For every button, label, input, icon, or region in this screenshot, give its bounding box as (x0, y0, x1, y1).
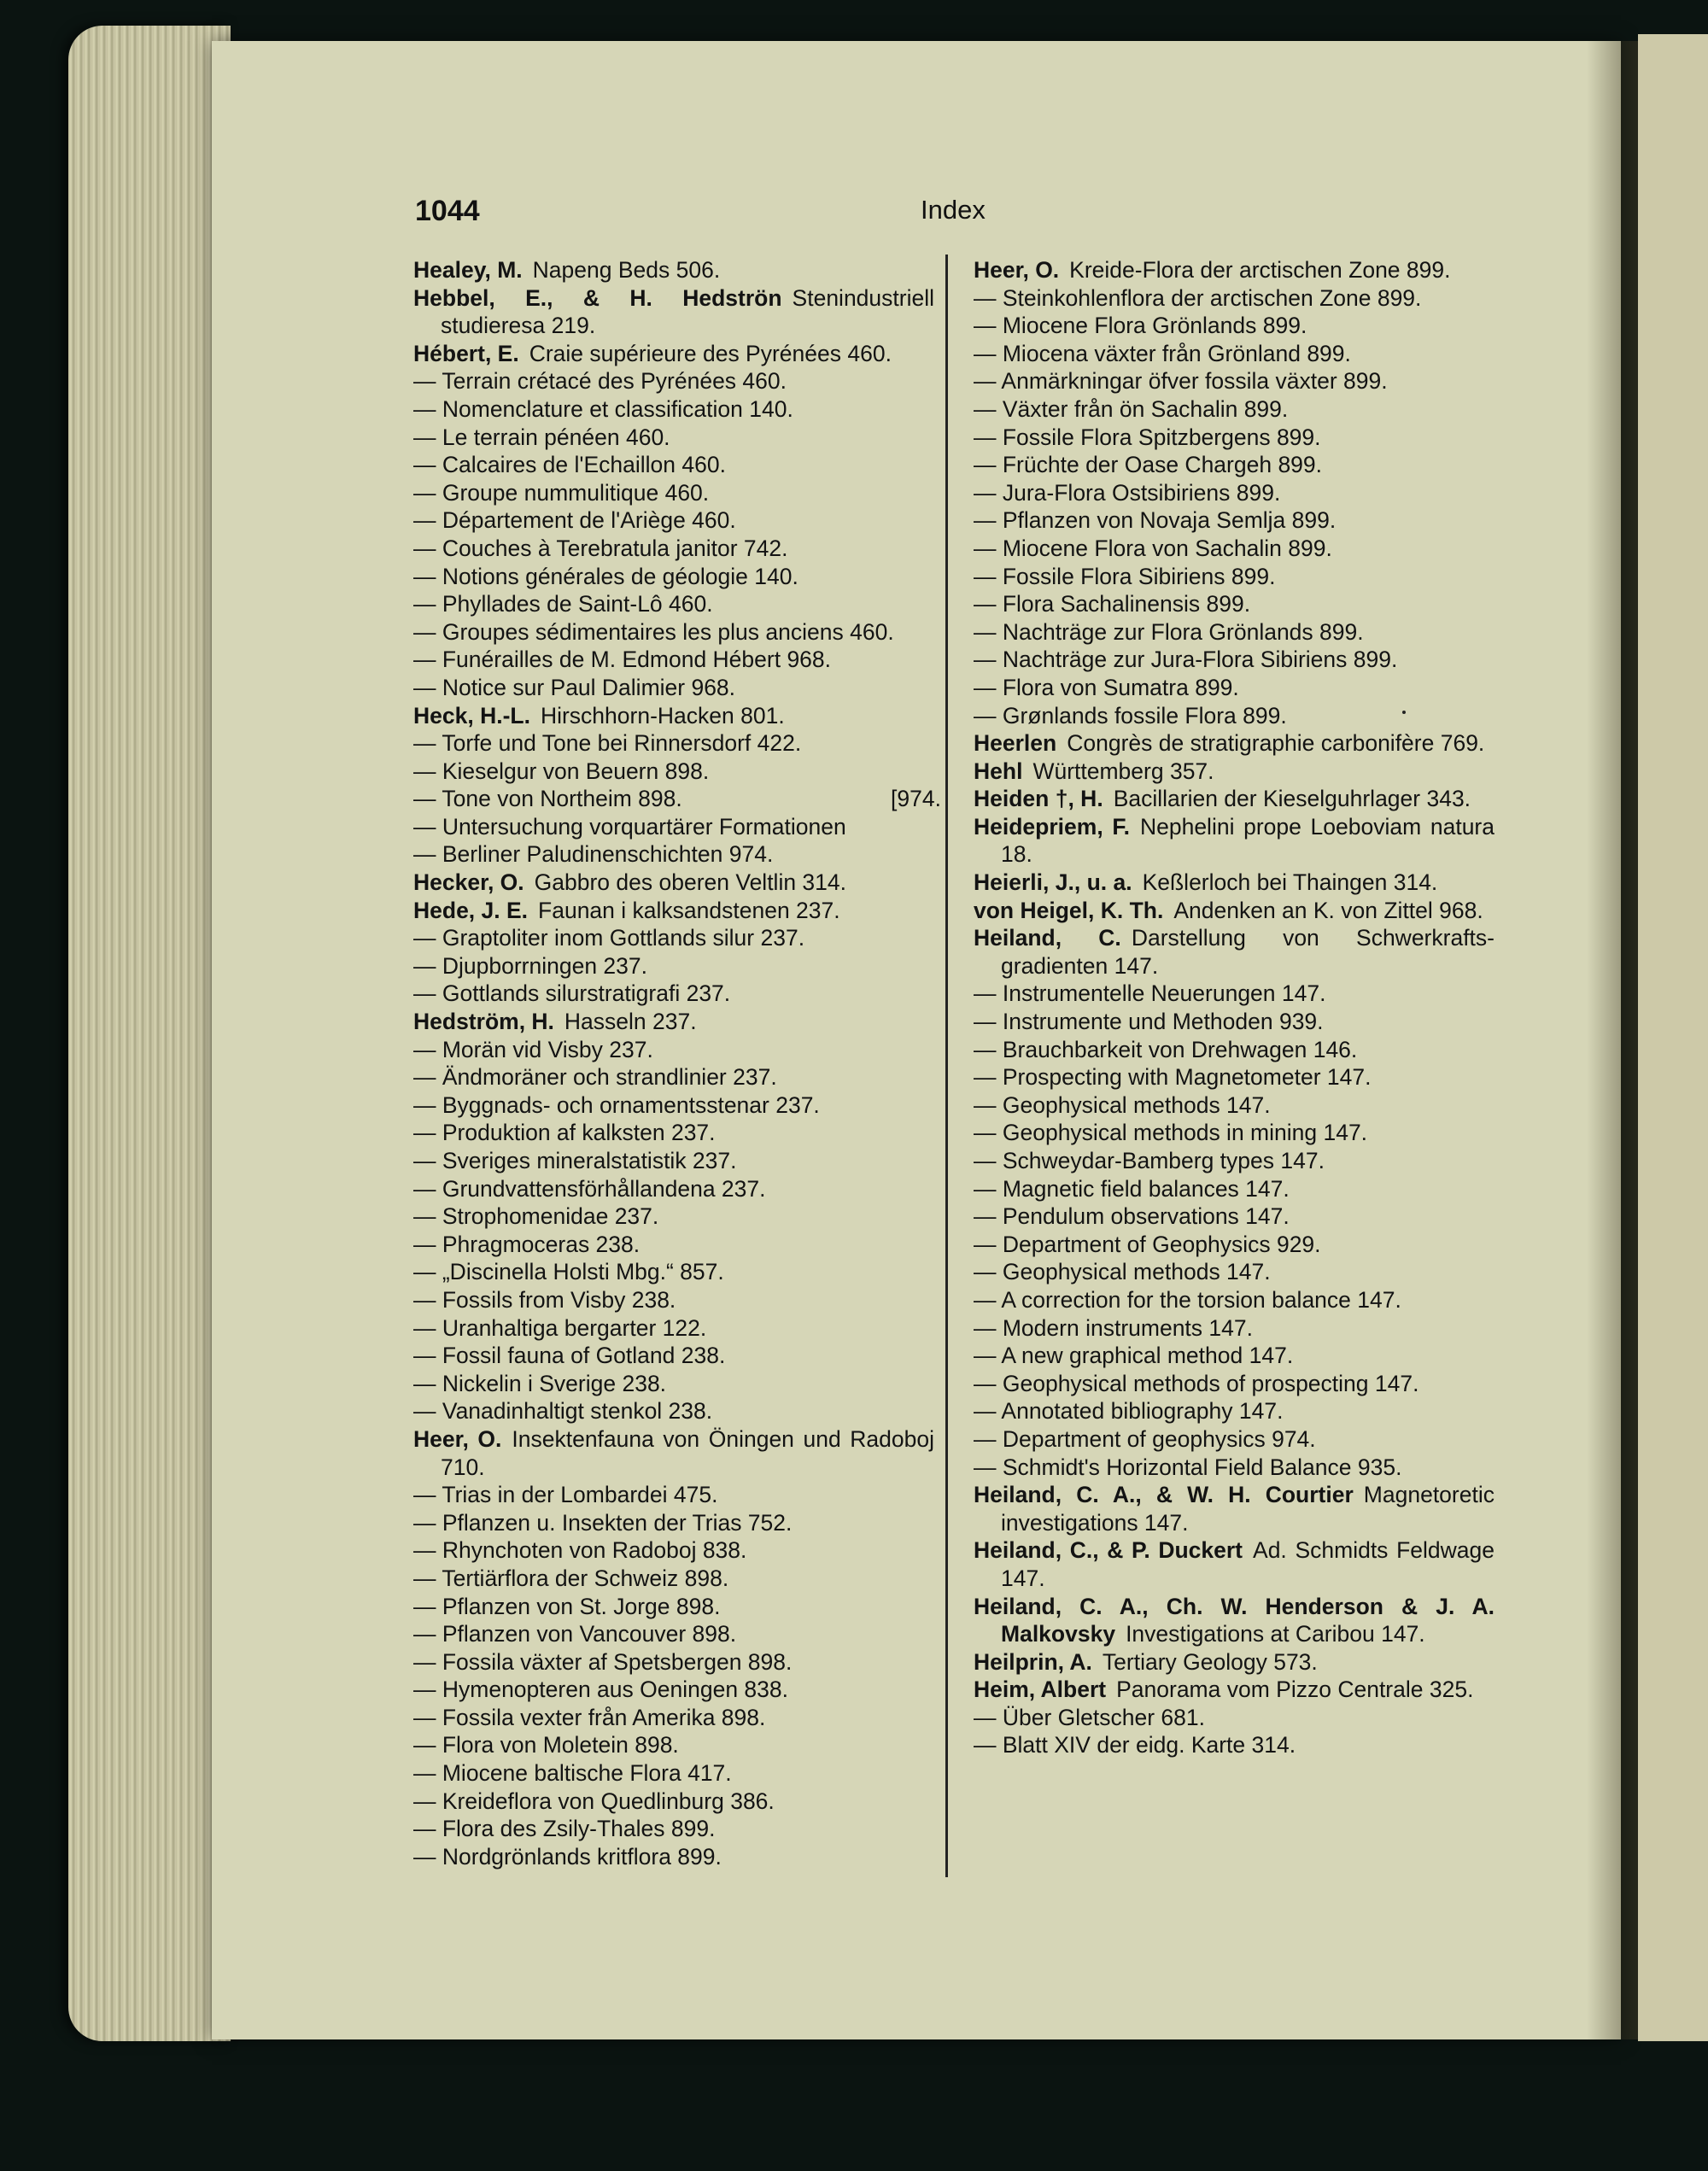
entry-title: Craie supérieure des Pyrénées 460. (529, 340, 892, 366)
entry-title: — Nachträge zur Jura-Flora Sibiriens 899. (974, 647, 1398, 673)
entry-title: — Couches à Terebratula janitor 742. (413, 535, 788, 561)
index-subentry (413, 813, 934, 841)
entry-title: — Untersuchung vorquartärer Formationen (413, 813, 846, 840)
index-subentry (413, 1397, 934, 1425)
index-entry (413, 256, 934, 284)
entry-title: Panorama vom Pizzo Centrale 325. (1116, 1677, 1474, 1703)
entry-title: Insektenfauna von Öningen und Radoboj 710. (441, 1425, 934, 1480)
index-subentry (413, 674, 934, 702)
index-subentry (413, 1370, 934, 1398)
index-subentry (413, 1788, 934, 1816)
index-subentry (974, 1731, 1494, 1759)
entry-title: — Phragmoceras 238. (413, 1231, 640, 1257)
index-subentry (974, 1370, 1494, 1398)
entry-title: — Strophomenidae 237. (413, 1203, 659, 1230)
entry-title: — Kieselgur von Beuern 898. (413, 758, 710, 784)
entry-title: — Terrain crétacé des Pyrénées 460. (413, 368, 787, 395)
index-subentry (413, 506, 934, 535)
entry-title: Andenken an K. von Zittel 968. (1173, 897, 1483, 923)
entry-title: — Calcaires de l'Echaillon 460. (413, 452, 726, 478)
entry-title: — Pflanzen von St. Jorge 898. (413, 1593, 721, 1619)
entry-title: — Grønlands fossile Flora 899. (974, 702, 1287, 729)
entry-author: Heiland, C. (974, 925, 1121, 951)
index-column-left (413, 256, 941, 1870)
entry-author: Heer, O. (974, 257, 1060, 283)
entry-title: — Flora Sachalinensis 899. (974, 591, 1251, 617)
index-subentry (413, 479, 934, 507)
index-subentry (974, 535, 1494, 563)
entry-title: — Le terrain pénéen 460. (413, 424, 670, 450)
entry-author: Heierli, J., u. a. (974, 869, 1132, 896)
index-subentry (974, 590, 1494, 618)
entry-title: — Morän vid Visby 237. (413, 1036, 653, 1062)
entry-title: — Pflanzen von Vancouver 898. (413, 1621, 737, 1647)
entry-author: Heerlen (974, 730, 1057, 757)
entry-title: — Byggnads- och ornamentsstenar 237. (413, 1091, 820, 1118)
entry-title: — Torfe und Tone bei Rinnersdorf 422. (413, 730, 802, 757)
index-entry (413, 702, 934, 730)
entry-title: Congrès de stratigraphie carbonifère 769. (1067, 730, 1485, 757)
entry-title: Faunan i kalksandstenen 237. (538, 897, 840, 923)
entry-title: — Kreideflora von Quedlinburg 386. (413, 1788, 775, 1814)
page-number: 1044 (415, 195, 480, 227)
entry-title: — Vanadinhaltigt stenkol 238. (413, 1398, 713, 1425)
entry-title: — Blatt XIV der eidg. Karte 314. (974, 1732, 1296, 1758)
index-entry (413, 897, 934, 925)
index-subentry (974, 367, 1494, 395)
index-subentry (413, 1843, 934, 1871)
entry-author: Healey, M. (413, 257, 523, 283)
index-subentry (974, 1231, 1494, 1259)
index-subentry (413, 1648, 934, 1677)
entry-author: Hébert, E. (413, 340, 519, 366)
index-subentry (413, 729, 934, 758)
entry-title: — Rhynchoten von Radoboj 838. (413, 1537, 747, 1564)
entry-title: — Nordgrönlands kritflora 899. (413, 1843, 722, 1870)
index-subentry (413, 1175, 934, 1203)
entry-title: — Modern instruments 147. (974, 1314, 1253, 1341)
entry-title: — Instrumente und Methoden 939. (974, 1009, 1324, 1035)
index-subentry (413, 758, 934, 786)
entry-title: — Flora des Zsily-Thales 899. (413, 1816, 716, 1842)
entry-author: Hecker, O. (413, 869, 524, 896)
entry-title: — Phyllades de Saint-Lô 460. (413, 591, 713, 617)
index-subentry (974, 1147, 1494, 1175)
entry-title: Ad. Schmidts Feldwage 147. (1001, 1537, 1494, 1591)
index-subentry (974, 284, 1494, 313)
index-subentry (413, 1620, 934, 1648)
index-subentry (974, 1063, 1494, 1091)
index-subentry (974, 618, 1494, 647)
index-subentry (413, 1481, 934, 1509)
index-subentry (974, 980, 1494, 1008)
entry-title: — Sveriges mineralstatistik 237. (413, 1148, 737, 1173)
entry-title: — „Discinella Holsti Mbg.“ 857. (413, 1259, 724, 1285)
index-subentry (413, 1565, 934, 1593)
index-subentry (413, 785, 941, 813)
index-subentry (413, 1704, 934, 1732)
entry-author: Heilprin, A. (974, 1648, 1092, 1675)
index-entry (974, 729, 1494, 758)
entry-title: — Fossil fauna of Gotland 238. (413, 1343, 726, 1369)
index-subentry (974, 395, 1494, 424)
index-subentry (413, 590, 934, 618)
page-title: Index (921, 195, 986, 225)
index-subentry (413, 1203, 934, 1231)
index-subentry (413, 646, 934, 674)
index-subentry (413, 1815, 934, 1843)
index-subentry (413, 1231, 934, 1259)
index-subentry (413, 451, 934, 479)
index-subentry (413, 1286, 934, 1314)
index-subentry (974, 1091, 1494, 1120)
entry-title: — Notice sur Paul Dalimier 968. (413, 674, 736, 700)
entry-title: — Växter från ön Sachalin 899. (974, 395, 1289, 422)
index-subentry (413, 1063, 934, 1091)
index-entry (413, 284, 934, 340)
index-entry (413, 1008, 934, 1036)
entry-title: — Groupes sédimentaires les plus anciens 460. (413, 618, 894, 645)
index-subentry (974, 1454, 1494, 1482)
entry-title: Nephelini prope Loeboviam natura 18. (1001, 813, 1494, 868)
entry-title: — Tertiärflora der Schweiz 898. (413, 1565, 729, 1591)
entry-title: — Djupborrningen 237. (413, 952, 648, 979)
entry-title: — Ändmoräner och strandlinier 237. (413, 1064, 777, 1091)
index-subentry (413, 1676, 934, 1704)
entry-title: — Grundvattensförhållandena 237. (413, 1175, 766, 1202)
index-subentry (974, 1425, 1494, 1454)
index-entry (974, 256, 1494, 284)
index-entry (974, 1676, 1494, 1704)
index-entry (974, 1481, 1494, 1536)
index-subentry (413, 1147, 934, 1175)
entry-title: — Fossile Flora Spitzbergens 899. (974, 424, 1321, 450)
index-entry (974, 1648, 1494, 1677)
index-subentry (413, 367, 934, 395)
entry-title: Hasseln 237. (564, 1009, 697, 1035)
entry-title: — Pflanzen u. Insekten der Trias 752. (413, 1509, 793, 1536)
entry-title: — Nickelin i Sverige 238. (413, 1370, 667, 1396)
index-entry (974, 869, 1494, 897)
entry-title: — Schmidt's Horizontal Field Balance 935. (974, 1454, 1402, 1480)
entry-title: — Pflanzen von Novaja Semlja 899. (974, 507, 1337, 534)
entry-continuation-marker: [974. (891, 786, 941, 812)
entry-title: — Groupe nummulitique 460. (413, 479, 710, 506)
index-subentry (413, 1314, 934, 1343)
entry-title: Bacillarien der Kieselguhrlager 343. (1113, 786, 1471, 812)
entry-title: Investigations at Caribou 147. (1126, 1621, 1425, 1647)
entry-title: — Fossila vexter från Amerika 898. (413, 1704, 766, 1730)
index-entry (974, 1536, 1494, 1592)
index-entry (974, 785, 1494, 813)
entry-title: Magnetoretic investigations 147. (1001, 1482, 1494, 1536)
entry-title: Kreide-Flora der arctischen Zone 899. (1069, 257, 1451, 283)
entry-title: Tertiary Geology 573. (1102, 1648, 1318, 1675)
index-entry (413, 340, 934, 368)
index-subentry (413, 840, 934, 869)
index-subentry (974, 1258, 1494, 1286)
index-subentry (974, 1203, 1494, 1231)
index-subentry (413, 980, 934, 1008)
entry-title: — Tone von Northeim 898. (413, 786, 682, 812)
index-subentry (974, 506, 1494, 535)
entry-title: — Geophysical methods in mining 147. (974, 1120, 1368, 1146)
entry-title: — Nachträge zur Flora Grönlands 899. (974, 618, 1364, 645)
entry-title: Darstellung von Schwerkrafts-gradienten 147. (1001, 925, 1494, 979)
entry-title: — Miocena växter från Grönland 899. (974, 340, 1351, 366)
book-page-edges (68, 26, 231, 2041)
index-entry (974, 924, 1494, 980)
entry-title: — Flora von Moletein 898. (413, 1732, 679, 1758)
index-subentry (413, 924, 934, 952)
index-subentry (974, 340, 1494, 368)
facing-page-edge (1638, 34, 1708, 2041)
index-entry (974, 758, 1494, 786)
index-subentry (413, 952, 934, 980)
index-subentry (413, 535, 934, 563)
index-subentry (974, 1008, 1494, 1036)
entry-title: Napeng Beds 506. (532, 257, 721, 283)
index-subentry (413, 1759, 934, 1788)
entry-title: — Früchte der Oase Chargeh 899. (974, 452, 1323, 478)
index-subentry (974, 1175, 1494, 1203)
entry-title: — Berliner Paludinenschichten 974. (413, 841, 774, 868)
index-subentry (413, 1536, 934, 1565)
entry-title: — Instrumentelle Neuerungen 147. (974, 980, 1326, 1007)
entry-author: Hede, J. E. (413, 897, 529, 923)
index-entry (413, 1425, 934, 1481)
entry-title: — Fossils from Visby 238. (413, 1286, 676, 1313)
index-subentry (413, 618, 934, 647)
entry-title: — Prospecting with Magnetometer 147. (974, 1064, 1372, 1091)
index-subentry (974, 424, 1494, 452)
entry-title: — Steinkohlenflora der arctischen Zone 899. (974, 284, 1422, 311)
entry-title: — Hymenopteren aus Oeningen 838. (413, 1677, 788, 1703)
entry-title: — Nomenclature et classification 140. (413, 395, 793, 422)
index-subentry (974, 1342, 1494, 1370)
index-subentry (974, 646, 1494, 674)
index-entry (974, 813, 1494, 869)
index-subentry (413, 1036, 934, 1064)
entry-title: — Fossile Flora Sibiriens 899. (974, 563, 1276, 589)
index-subentry (413, 1342, 934, 1370)
index-subentry (974, 479, 1494, 507)
entry-title: — Department of Geophysics 929. (974, 1231, 1321, 1257)
index-subentry (974, 1119, 1494, 1147)
index-subentry (413, 563, 934, 591)
entry-title: Gabbro des oberen Veltlin 314. (534, 869, 847, 896)
entry-title: — Department of geophysics 974. (974, 1425, 1316, 1452)
entry-title: — Über Gletscher 681. (974, 1704, 1206, 1730)
entry-title: — Schweydar-Bamberg types 147. (974, 1148, 1325, 1173)
entry-title: — Magnetic field balances 147. (974, 1175, 1290, 1202)
entry-author: Heck, H.-L. (413, 702, 530, 729)
entry-author: Heiden †, H. (974, 786, 1103, 812)
page-gutter (1587, 41, 1638, 2039)
entry-title: — Funérailles de M. Edmond Hébert 968. (413, 647, 832, 673)
index-subentry (974, 312, 1494, 340)
entry-author: Heim, Albert (974, 1677, 1107, 1703)
index-entry (974, 897, 1494, 925)
index-subentry (974, 1314, 1494, 1343)
entry-title: — Trias in der Lombardei 475. (413, 1482, 718, 1508)
entry-title: — Miocene baltische Flora 417. (413, 1760, 732, 1787)
entry-title: — Miocene Flora Grönlands 899. (974, 313, 1307, 339)
entry-title: — A new graphical method 147. (974, 1343, 1294, 1369)
index-subentry (974, 1286, 1494, 1314)
entry-title: — Graptoliter inom Gottlands silur 237. (413, 925, 805, 951)
entry-title: — Fossila växter af Spetsbergen 898. (413, 1648, 793, 1675)
entry-author: Heer, O. (413, 1425, 502, 1452)
index-subentry (413, 1593, 934, 1621)
index-subentry (974, 674, 1494, 702)
entry-title: — Département de l'Ariège 460. (413, 507, 736, 534)
index-subentry (413, 1258, 934, 1286)
entry-title: — Anmärkningar öfver fossila växter 899. (974, 368, 1388, 395)
entry-title: Keßlerloch bei Thaingen 314. (1142, 869, 1438, 896)
index-subentry (413, 1119, 934, 1147)
index-subentry (974, 702, 1494, 730)
entry-title: — Miocene Flora von Sachalin 899. (974, 535, 1332, 561)
index-column-right (974, 256, 1494, 1759)
entry-title: — Geophysical methods 147. (974, 1259, 1271, 1285)
entry-author: Hehl (974, 758, 1023, 784)
index-subentry (413, 1731, 934, 1759)
column-divider (945, 255, 948, 1877)
entry-title: Hirschhorn-Hacken 801. (540, 702, 785, 729)
entry-title: — Uranhaltiga bergarter 122. (413, 1314, 707, 1341)
entry-author: Heiland, C. A., Ch. W. Henderson & J. A. Malkovsky (974, 1593, 1494, 1647)
entry-title: — Brauchbarkeit von Drehwagen 146. (974, 1036, 1358, 1062)
entry-title: — Geophysical methods 147. (974, 1091, 1271, 1118)
entry-title: — Gottlands silurstratigrafi 237. (413, 980, 731, 1007)
entry-author: Hebbel, E., & H. Hedströn (413, 284, 782, 311)
entry-title: — Notions générales de géologie 140. (413, 563, 798, 589)
entry-title: — Flora von Sumatra 899. (974, 674, 1239, 700)
entry-title: — Geophysical methods of prospecting 147. (974, 1370, 1419, 1396)
index-subentry (974, 1397, 1494, 1425)
index-subentry (974, 451, 1494, 479)
entry-title: Stenindustriell studieresa 219. (441, 284, 934, 339)
entry-author: von Heigel, K. Th. (974, 897, 1164, 923)
index-subentry (413, 395, 934, 424)
entry-author: Heiland, C. A., & W. H. Courtier (974, 1482, 1354, 1508)
entry-title: — Pendulum observations 147. (974, 1203, 1290, 1230)
entry-author: Hedström, H. (413, 1009, 554, 1035)
index-subentry (974, 1704, 1494, 1732)
entry-author: Heidepriem, F. (974, 813, 1130, 840)
entry-title: — Produktion af kalksten 237. (413, 1120, 716, 1146)
entry-title: Württemberg 357. (1032, 758, 1214, 784)
index-subentry (413, 1091, 934, 1120)
index-subentry (413, 1509, 934, 1537)
entry-title: — A correction for the torsion balance 147. (974, 1286, 1401, 1313)
entry-title: — Annotated bibliography 147. (974, 1398, 1284, 1425)
entry-title: — Jura-Flora Ostsibiriens 899. (974, 479, 1281, 506)
index-subentry (413, 424, 934, 452)
index-subentry (974, 1036, 1494, 1064)
index-entry (413, 869, 934, 897)
index-entry (974, 1593, 1494, 1648)
entry-author: Heiland, C., & P. Duckert (974, 1537, 1243, 1564)
index-subentry (974, 563, 1494, 591)
